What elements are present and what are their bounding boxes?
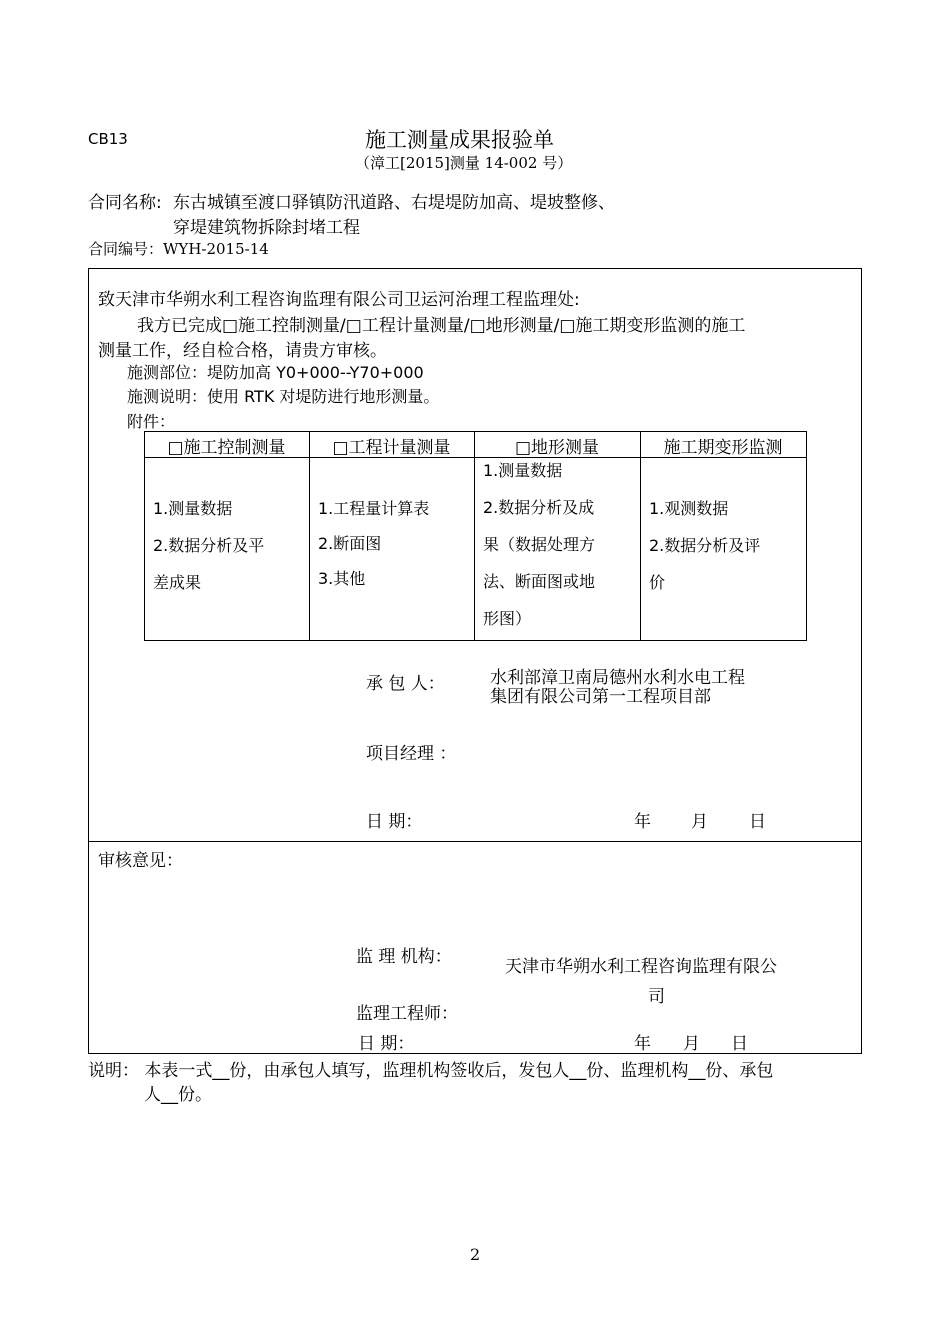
table-header-topographic-survey: □地形测量 <box>514 438 600 458</box>
contractor-date-year: 年 <box>634 812 651 832</box>
project-manager-label: 项目经理 ： <box>366 744 457 764</box>
cell-line: 1.测量数据 <box>483 461 563 480</box>
cell-line: 2.数据分析及成 <box>483 498 595 517</box>
supervisor-org-name-line1: 天津市华朔水利工程咨询监理有限公 <box>505 957 777 977</box>
cell-line: 3.其他 <box>318 569 366 588</box>
contract-number: 合同编号：WYH-2015-14 <box>88 240 269 258</box>
contractor-name-line2: 集团有限公司第一工程项目部 <box>490 687 711 707</box>
table-cell-control-survey <box>153 490 264 601</box>
cell-line: 2.断面图 <box>318 534 382 553</box>
supervisor-org-label: 监 理 机构： <box>356 947 452 967</box>
cell-line: 1.工程量计算表 <box>318 499 430 518</box>
page-title: 施工测量成果报验单 <box>365 128 554 152</box>
addressee: 致天津市华朔水利工程咨询监理有限公司卫运河治理工程监理处: <box>98 290 580 310</box>
contract-name-line2: 穿堤建筑物拆除封堵工程 <box>173 218 360 238</box>
contract-name-label: 合同名称: <box>88 193 162 213</box>
measurement-location: 施测部位：堤防加高 Y0+000--Y70+000 <box>127 363 424 382</box>
form-code: CB13 <box>88 130 128 148</box>
attachments-label: 附件： <box>127 412 176 431</box>
cell-line: 1.测量数据 <box>153 499 233 518</box>
table-cell-quantity-survey <box>318 491 429 596</box>
section-divider <box>88 841 862 842</box>
note-line1: 说明： 本表一式__份，由承包人填写，监理机构签收后，发包人__份、监理机构__份、承包 <box>88 1061 774 1081</box>
review-date-day: 日 <box>731 1034 748 1054</box>
contractor-label: 承 包 人： <box>366 674 445 694</box>
contractor-date-day: 日 <box>749 812 766 832</box>
contractor-date-label: 日 期： <box>366 812 423 832</box>
cell-line: 果（数据处理方 <box>483 535 596 554</box>
cell-line: 法、断面图或地 <box>483 572 596 591</box>
review-date-label: 日 期： <box>358 1034 415 1054</box>
table-header-deformation-monitoring: 施工期变形监测 <box>663 438 783 458</box>
review-opinion-label: 审核意见： <box>98 851 183 871</box>
cell-line: 形图） <box>483 609 532 628</box>
page-number: 2 <box>470 1245 481 1264</box>
body-line2: 测量工作，经自检合格，请贵方审核。 <box>98 341 387 361</box>
supervisor-engineer-label: 监理工程师： <box>356 1004 458 1024</box>
cell-line: 价 <box>649 573 666 592</box>
doc-number: （漳工[2015]测量 14-002 号） <box>355 154 573 172</box>
table-col-divider <box>640 431 641 640</box>
measurement-description: 施测说明：使用 RTK 对堤防进行地形测量。 <box>127 387 440 406</box>
cell-line: 2.数据分析及评 <box>649 536 761 555</box>
contract-name-line1: 东古城镇至渡口驿镇防汛道路、右堤堤防加高、堤坡整修、 <box>173 193 615 213</box>
contractor-name-line1: 水利部漳卫南局德州水利水电工程 <box>490 668 745 688</box>
cell-line: 差成果 <box>153 573 202 592</box>
body-line1: 我方已完成□施工控制测量/□工程计量测量/□地形测量/□施工期变形监测的施工 <box>137 316 746 336</box>
table-header-quantity-survey: □工程计量测量 <box>332 438 451 458</box>
review-date-year: 年 <box>634 1034 651 1054</box>
table-col-divider <box>474 431 475 640</box>
cell-line: 1.观测数据 <box>649 499 729 518</box>
cell-line: 2.数据分析及平 <box>153 536 265 555</box>
supervisor-org-name-line2: 司 <box>648 987 665 1007</box>
review-date-month: 月 <box>683 1034 700 1054</box>
contractor-date-month: 月 <box>691 812 708 832</box>
note-line2: 人__份。 <box>144 1085 212 1105</box>
table-col-divider <box>309 431 310 640</box>
table-header-control-survey: □施工控制测量 <box>167 438 286 458</box>
table-cell-topographic-survey <box>483 452 595 637</box>
table-cell-deformation-monitoring <box>649 490 760 601</box>
